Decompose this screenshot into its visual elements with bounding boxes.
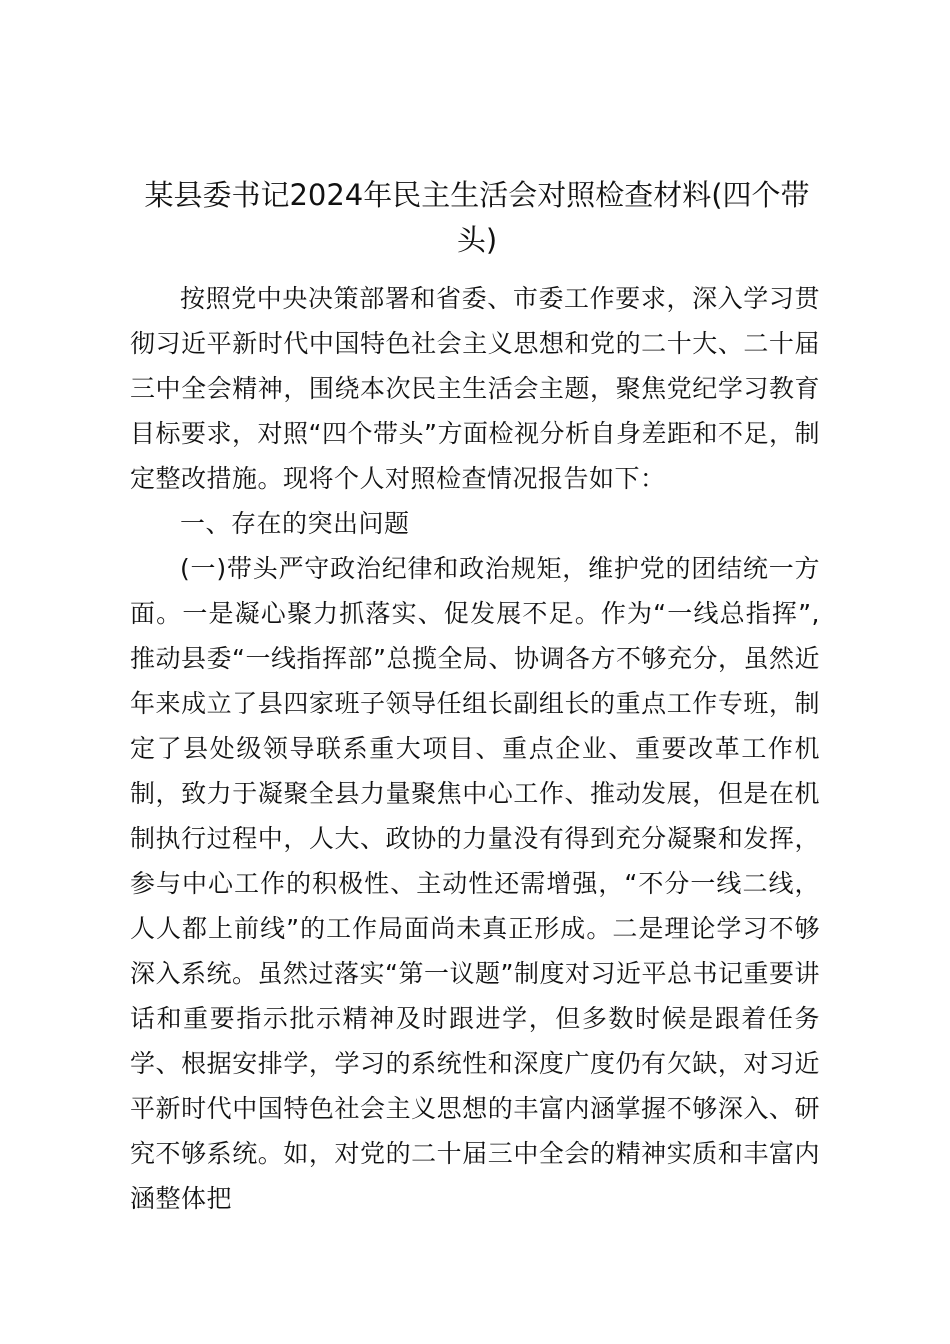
document-title: 某县委书记2024年民主生活会对照检查材料(四个带头) <box>144 178 810 257</box>
document-body <box>130 276 820 1221</box>
section-heading: 一、存在的突出问题 <box>180 509 410 538</box>
body-paragraph: (一)带头严守政治纪律和政治规矩，维护党的团结统一方面。一是凝心聚力抓落实、促发展不足。作为“一线总指挥”,推动县委“一线指挥部”总揽全局、协调各方不够充分，虽然近年来成立了县四家班子领导任组长副组长的重点工作专班，制定了县处级领导联系重大项目、重点企业、重要改革工作机制，致力于凝聚全县力量聚焦中心工作、推动发展，但是在机制执行过程中，人大、政协的力量没有得到充分凝聚和发挥，参与中心工作的积极性、主动性还需增强，“不分一线二线，人人都上前线”的工作局面尚未真正形成。二是理论学习不够深入系统。虽然过落实“第一议题”制度对习近平总书记重要讲话和重要指示批示精神及时跟进学，但多数时候是跟着任务学、根据安排学，学习的系统性和深度广度仍有欠缺，对习近平新时代中国特色社会主义思想的丰富内涵掌握不够深入、研究不够系统。如，对党的二十届三中全会的精神实质和丰富内涵整体把 <box>130 554 820 1213</box>
intro-paragraph: 按照党中央决策部署和省委、市委工作要求，深入学习贯彻习近平新时代中国特色社会主义思想和党的二十大、二十届三中全会精神，围绕本次民主生活会主题，聚焦党纪学习教育目标要求，对照“四个带头”方面检视分析自身差距和不足，制定整改措施。现将个人对照检查情况报告如下： <box>130 284 820 493</box>
